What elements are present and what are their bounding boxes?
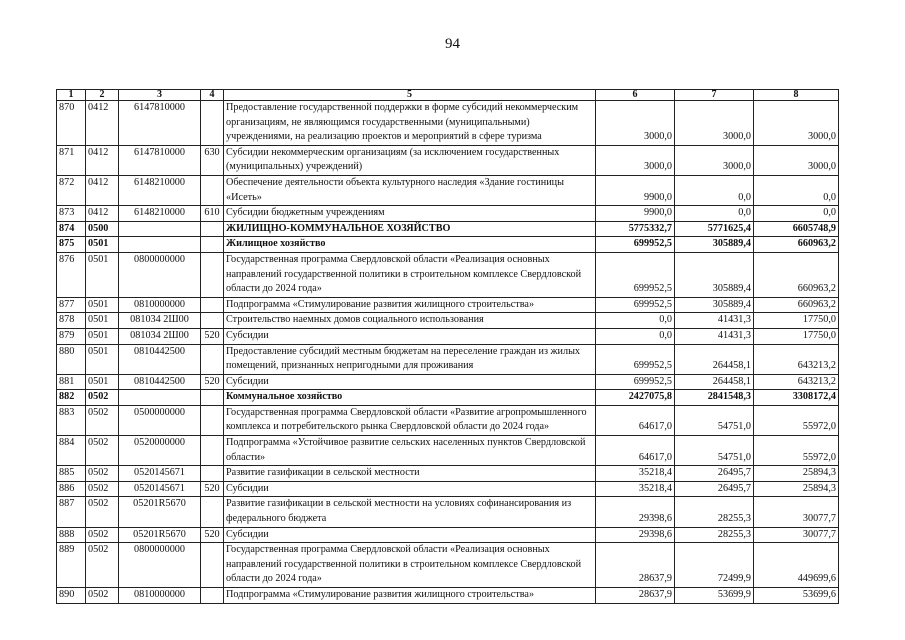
row-target-code <box>119 221 201 237</box>
table-row <box>57 328 839 344</box>
row-section-code: 0502 <box>86 588 119 604</box>
row-amount-col6: 29398,6 <box>596 497 675 527</box>
row-number: 885 <box>57 466 86 482</box>
row-amount-col8: 25894,3 <box>754 466 839 482</box>
row-number: 873 <box>57 206 86 222</box>
header-col-4: 4 <box>201 90 224 101</box>
page-number: 94 <box>445 36 460 52</box>
row-amount-col7: 72499,9 <box>675 543 754 588</box>
row-expense-type <box>201 221 224 237</box>
row-name: Развитие газификации в сельской местности на условиях софинансирования из федерального бюджета <box>224 497 596 527</box>
row-number: 881 <box>57 374 86 390</box>
row-number: 880 <box>57 344 86 374</box>
row-number: 882 <box>57 390 86 406</box>
row-amount-col6: 699952,5 <box>596 374 675 390</box>
row-amount-col6: 3000,0 <box>596 101 675 146</box>
row-target-code <box>119 237 201 253</box>
row-amount-col6: 64617,0 <box>596 405 675 435</box>
row-expense-type <box>201 390 224 406</box>
header-col-8: 8 <box>754 90 839 101</box>
row-name: Коммунальное хозяйство <box>224 390 596 406</box>
row-amount-col7: 28255,3 <box>675 497 754 527</box>
row-section-code: 0412 <box>86 145 119 175</box>
row-number: 886 <box>57 481 86 497</box>
row-expense-type <box>201 252 224 297</box>
row-target-code: 081034 2Ш00 <box>119 328 201 344</box>
row-amount-col8: 660963,2 <box>754 237 839 253</box>
row-amount-col7: 54751,0 <box>675 405 754 435</box>
row-number: 878 <box>57 313 86 329</box>
row-name: Субсидии <box>224 374 596 390</box>
row-target-code <box>119 390 201 406</box>
row-amount-col8: 30077,7 <box>754 497 839 527</box>
row-name: Государственная программа Свердловской области «Развитие агропромышленного комплекса и потребительского рынка Свердловской области до 2024 года» <box>224 405 596 435</box>
row-name: Предоставление субсидий местным бюджетам на переселение граждан из жилых помещений, признанных непригодными для проживания <box>224 344 596 374</box>
row-expense-type <box>201 543 224 588</box>
row-amount-col7: 3000,0 <box>675 145 754 175</box>
table-row <box>57 436 839 466</box>
row-section-code: 0502 <box>86 436 119 466</box>
row-amount-col8: 0,0 <box>754 206 839 222</box>
row-amount-col8: 55972,0 <box>754 405 839 435</box>
row-expense-type <box>201 175 224 205</box>
row-amount-col7: 26495,7 <box>675 481 754 497</box>
row-number: 870 <box>57 101 86 146</box>
row-amount-col8: 449699,6 <box>754 543 839 588</box>
row-amount-col6: 9900,0 <box>596 175 675 205</box>
row-section-code: 0412 <box>86 101 119 146</box>
row-section-code: 0502 <box>86 481 119 497</box>
row-amount-col7: 305889,4 <box>675 237 754 253</box>
budget-table <box>56 89 839 604</box>
table-row <box>57 527 839 543</box>
row-name: Предоставление государственной поддержки в форме субсидий некоммерческим организациям, не являющимся государственными (муниципальными) учреждениями, на реализацию проектов и мероприятий в сфере туризма <box>224 101 596 146</box>
row-amount-col7: 0,0 <box>675 206 754 222</box>
table-row <box>57 481 839 497</box>
row-expense-type <box>201 588 224 604</box>
row-amount-col6: 699952,5 <box>596 344 675 374</box>
row-number: 875 <box>57 237 86 253</box>
row-target-code: 6148210000 <box>119 175 201 205</box>
row-amount-col6: 35218,4 <box>596 466 675 482</box>
row-number: 877 <box>57 297 86 313</box>
table-row <box>57 390 839 406</box>
row-amount-col8: 53699,6 <box>754 588 839 604</box>
row-number: 872 <box>57 175 86 205</box>
row-target-code: 0520145671 <box>119 481 201 497</box>
row-section-code: 0502 <box>86 390 119 406</box>
row-name: Подпрограмма «Устойчивое развитие сельских населенных пунктов Свердловской области» <box>224 436 596 466</box>
row-name: Субсидии некоммерческим организациям (за исключением государственных (муниципальных) учреждений) <box>224 145 596 175</box>
row-amount-col6: 2427075,8 <box>596 390 675 406</box>
table-row <box>57 297 839 313</box>
row-number: 889 <box>57 543 86 588</box>
row-amount-col7: 3000,0 <box>675 101 754 146</box>
row-amount-col6: 28637,9 <box>596 543 675 588</box>
row-amount-col6: 699952,5 <box>596 237 675 253</box>
row-target-code: 0500000000 <box>119 405 201 435</box>
header-col-2: 2 <box>86 90 119 101</box>
row-amount-col7: 28255,3 <box>675 527 754 543</box>
row-amount-col7: 41431,3 <box>675 313 754 329</box>
row-name: ЖИЛИЩНО-КОММУНАЛЬНОЕ ХОЗЯЙСТВО <box>224 221 596 237</box>
table-body <box>57 101 839 604</box>
row-amount-col8: 660963,2 <box>754 297 839 313</box>
row-number: 884 <box>57 436 86 466</box>
row-expense-type: 520 <box>201 527 224 543</box>
row-amount-col8: 17750,0 <box>754 328 839 344</box>
row-target-code: 0810000000 <box>119 588 201 604</box>
table-row <box>57 237 839 253</box>
header-col-3: 3 <box>119 90 201 101</box>
row-name: Государственная программа Свердловской области «Реализация основных направлений государственной политики в строительном комплексе Свердловской области до 2024 года» <box>224 252 596 297</box>
row-expense-type <box>201 313 224 329</box>
row-target-code: 6147810000 <box>119 145 201 175</box>
row-expense-type <box>201 436 224 466</box>
row-number: 887 <box>57 497 86 527</box>
row-section-code: 0501 <box>86 328 119 344</box>
row-amount-col6: 0,0 <box>596 313 675 329</box>
row-expense-type <box>201 101 224 146</box>
row-amount-col8: 643213,2 <box>754 374 839 390</box>
row-name: Подпрограмма «Стимулирование развития жилищного строительства» <box>224 297 596 313</box>
row-section-code: 0501 <box>86 252 119 297</box>
row-amount-col7: 26495,7 <box>675 466 754 482</box>
row-amount-col8: 17750,0 <box>754 313 839 329</box>
row-amount-col7: 305889,4 <box>675 297 754 313</box>
row-section-code: 0500 <box>86 221 119 237</box>
row-section-code: 0501 <box>86 313 119 329</box>
row-amount-col8: 3000,0 <box>754 101 839 146</box>
header-col-7: 7 <box>675 90 754 101</box>
row-amount-col6: 29398,6 <box>596 527 675 543</box>
row-amount-col8: 3000,0 <box>754 145 839 175</box>
row-amount-col7: 5771625,4 <box>675 221 754 237</box>
row-amount-col7: 2841548,3 <box>675 390 754 406</box>
row-amount-col8: 25894,3 <box>754 481 839 497</box>
table-row <box>57 588 839 604</box>
row-name: Субсидии <box>224 527 596 543</box>
row-name: Подпрограмма «Стимулирование развития жилищного строительства» <box>224 588 596 604</box>
row-name: Жилищное хозяйство <box>224 237 596 253</box>
row-amount-col6: 5775332,7 <box>596 221 675 237</box>
row-section-code: 0502 <box>86 497 119 527</box>
table-row <box>57 252 839 297</box>
row-amount-col7: 305889,4 <box>675 252 754 297</box>
row-target-code: 0810442500 <box>119 374 201 390</box>
row-section-code: 0501 <box>86 297 119 313</box>
row-amount-col7: 264458,1 <box>675 374 754 390</box>
row-amount-col6: 28637,9 <box>596 588 675 604</box>
row-name: Субсидии <box>224 481 596 497</box>
row-section-code: 0502 <box>86 527 119 543</box>
table-row <box>57 313 839 329</box>
row-expense-type <box>201 497 224 527</box>
row-target-code: 0800000000 <box>119 543 201 588</box>
row-number: 890 <box>57 588 86 604</box>
row-target-code: 0810442500 <box>119 344 201 374</box>
row-amount-col7: 264458,1 <box>675 344 754 374</box>
row-name: Государственная программа Свердловской области «Реализация основных направлений государственной политики в строительном комплексе Свердловской области до 2024 года» <box>224 543 596 588</box>
table-row <box>57 344 839 374</box>
row-expense-type: 520 <box>201 481 224 497</box>
row-section-code: 0501 <box>86 374 119 390</box>
row-target-code: 0520145671 <box>119 466 201 482</box>
row-amount-col8: 3308172,4 <box>754 390 839 406</box>
row-amount-col8: 55972,0 <box>754 436 839 466</box>
row-amount-col6: 699952,5 <box>596 297 675 313</box>
row-name: Субсидии <box>224 328 596 344</box>
row-amount-col6: 9900,0 <box>596 206 675 222</box>
row-amount-col8: 660963,2 <box>754 252 839 297</box>
row-expense-type: 520 <box>201 328 224 344</box>
row-name: Субсидии бюджетным учреждениям <box>224 206 596 222</box>
table-row <box>57 175 839 205</box>
row-target-code: 0810000000 <box>119 297 201 313</box>
row-expense-type: 610 <box>201 206 224 222</box>
row-target-code: 05201R5670 <box>119 527 201 543</box>
row-amount-col8: 6605748,9 <box>754 221 839 237</box>
row-name: Развитие газификации в сельской местности <box>224 466 596 482</box>
table-row <box>57 497 839 527</box>
row-target-code: 081034 2Ш00 <box>119 313 201 329</box>
row-amount-col8: 643213,2 <box>754 344 839 374</box>
row-section-code: 0412 <box>86 175 119 205</box>
row-amount-col7: 54751,0 <box>675 436 754 466</box>
row-target-code: 0520000000 <box>119 436 201 466</box>
row-amount-col6: 699952,5 <box>596 252 675 297</box>
row-number: 879 <box>57 328 86 344</box>
row-target-code: 6148210000 <box>119 206 201 222</box>
row-expense-type: 520 <box>201 374 224 390</box>
row-amount-col7: 53699,9 <box>675 588 754 604</box>
row-amount-col6: 64617,0 <box>596 436 675 466</box>
row-number: 883 <box>57 405 86 435</box>
table-row <box>57 543 839 588</box>
row-amount-col7: 0,0 <box>675 175 754 205</box>
row-expense-type <box>201 466 224 482</box>
row-name: Обеспечение деятельности объекта культурного наследия «Здание гостиницы «Исеть» <box>224 175 596 205</box>
row-expense-type: 630 <box>201 145 224 175</box>
row-amount-col8: 30077,7 <box>754 527 839 543</box>
row-amount-col7: 41431,3 <box>675 328 754 344</box>
row-target-code: 6147810000 <box>119 101 201 146</box>
row-amount-col6: 35218,4 <box>596 481 675 497</box>
row-amount-col8: 0,0 <box>754 175 839 205</box>
row-expense-type <box>201 344 224 374</box>
row-section-code: 0501 <box>86 237 119 253</box>
table-row <box>57 374 839 390</box>
row-expense-type <box>201 297 224 313</box>
row-expense-type <box>201 237 224 253</box>
row-section-code: 0412 <box>86 206 119 222</box>
row-target-code: 0800000000 <box>119 252 201 297</box>
row-number: 888 <box>57 527 86 543</box>
row-section-code: 0502 <box>86 466 119 482</box>
header-col-6: 6 <box>596 90 675 101</box>
row-amount-col6: 3000,0 <box>596 145 675 175</box>
table-row <box>57 466 839 482</box>
row-number: 871 <box>57 145 86 175</box>
row-name: Строительство наемных домов социального использования <box>224 313 596 329</box>
row-section-code: 0502 <box>86 543 119 588</box>
header-col-1: 1 <box>57 90 86 101</box>
row-section-code: 0502 <box>86 405 119 435</box>
table-row <box>57 405 839 435</box>
table-row <box>57 101 839 146</box>
row-number: 876 <box>57 252 86 297</box>
header-row <box>57 90 839 101</box>
table-row <box>57 206 839 222</box>
row-amount-col6: 0,0 <box>596 328 675 344</box>
table-row <box>57 221 839 237</box>
row-number: 874 <box>57 221 86 237</box>
table-row <box>57 145 839 175</box>
row-expense-type <box>201 405 224 435</box>
row-section-code: 0501 <box>86 344 119 374</box>
header-col-5: 5 <box>224 90 596 101</box>
row-target-code: 05201R5670 <box>119 497 201 527</box>
